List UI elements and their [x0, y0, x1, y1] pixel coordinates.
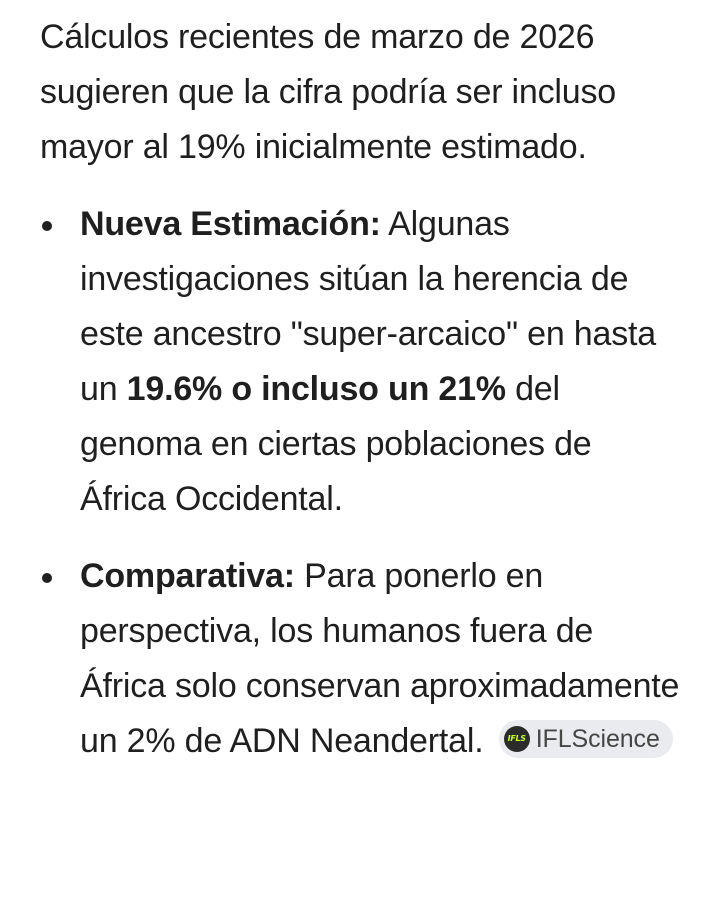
source-label: IFLScience: [535, 725, 660, 754]
intro-paragraph: Cálculos recientes de marzo de 2026 sugieren que la cifra podría ser incluso mayor al 19% inicialmente estimado.: [40, 18, 616, 166]
bullet-emphasis: 19.6% o incluso un 21%: [126, 370, 506, 408]
bullet-point-icon: [42, 573, 52, 583]
source-logo-text: IFLS: [507, 734, 526, 744]
list-item: [40, 197, 680, 527]
bullet-title: Comparativa:: [80, 557, 295, 595]
bullet-text: Algunas investigaciones sitúan la herencia de este ancestro "super-arcaico" en hasta un: [80, 205, 656, 408]
source-chip[interactable]: [499, 720, 673, 758]
list-item: [40, 549, 680, 769]
bullet-title: Nueva Estimación:: [80, 205, 381, 243]
response-content: [40, 10, 680, 791]
bullet-text: Para ponerlo en perspectiva, los humanos fuera de África solo conservan aproximadamente un 2% de ADN Neandertal.: [80, 557, 680, 760]
bullet-point-icon: [42, 221, 52, 231]
bullet-text-end: del genoma en ciertas poblaciones de África Occidental.: [80, 370, 592, 518]
iflscience-logo-icon: [504, 726, 530, 752]
bullet-list: [40, 197, 680, 769]
